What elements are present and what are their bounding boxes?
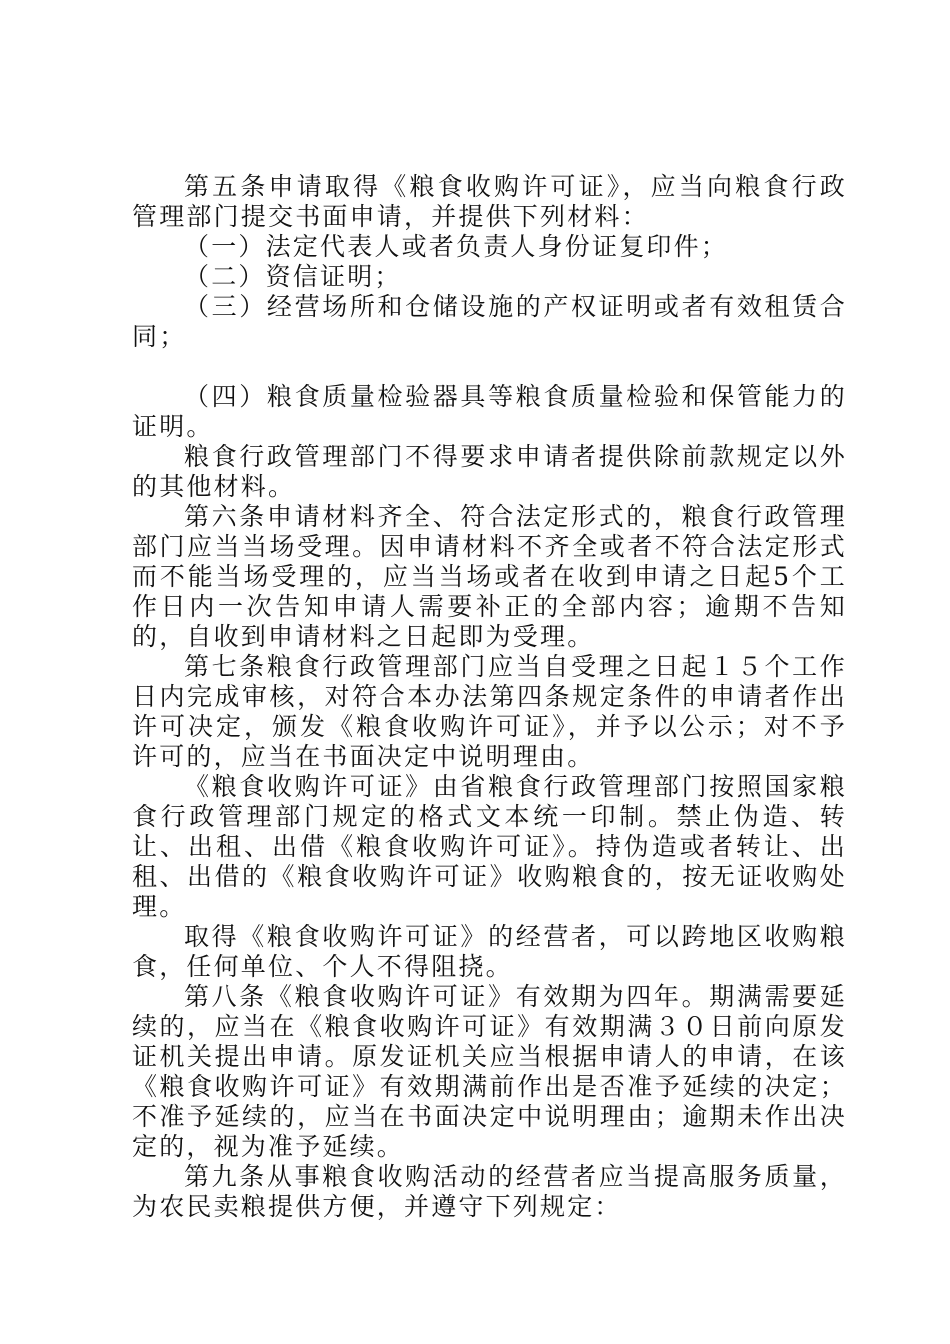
article-6-paragraph: 第六条申请材料齐全、符合法定形式的，粮食行政管理部门应当当场受理。因申请材料不齐全或者不符合法定形式而不能当场受理的，应当当场或者在收到申请之日起5个工作日内一次告知申请人需要补正的全部内容；逾期不告知的，自收到申请材料之日起即为受理。 xyxy=(132,502,847,651)
article-5-paragraph: 第五条申请取得《粮食收购许可证》，应当向粮食行政管理部门提交书面申请，并提供下列材料： xyxy=(132,172,847,231)
no-extra-materials-paragraph: 粮食行政管理部门不得要求申请者提供除前款规定以外的其他材料。 xyxy=(132,442,847,501)
document-body xyxy=(132,172,847,1222)
material-item-4: （四）粮食质量检验器具等粮食质量检验和保管能力的证明。 xyxy=(132,382,847,441)
license-printing-paragraph: 《粮食收购许可证》由省粮食行政管理部门按照国家粮食行政管理部门规定的格式文本统一印制。禁止伪造、转让、出租、出借《粮食收购许可证》。持伪造或者转让、出租、出借的《粮食收购许可证》收购粮食的，按无证收购处理。 xyxy=(132,772,847,921)
article-7-paragraph: 第七条粮食行政管理部门应当自受理之日起１５个工作日内完成审核，对符合本办法第四条规定条件的申请者作出许可决定，颁发《粮食收购许可证》，并予以公示；对不予许可的，应当在书面决定中说明理由。 xyxy=(132,652,847,771)
material-item-3: （三）经营场所和仓储设施的产权证明或者有效租赁合同； xyxy=(132,292,847,351)
material-item-1: （一）法定代表人或者负责人身份证复印件； xyxy=(184,232,729,261)
article-8-paragraph: 第八条《粮食收购许可证》有效期为四年。期满需要延续的，应当在《粮食收购许可证》有效期满３０日前向原发证机关提出申请。原发证机关应当根据申请人的申请，在该《粮食收购许可证》有效期满前作出是否准予延续的决定；不准予延续的，应当在书面决定中说明理由；逾期未作出决定的，视为准予延续。 xyxy=(132,982,847,1161)
article-9-paragraph: 第九条从事粮食收购活动的经营者应当提高服务质量，为农民卖粮提供方便，并遵守下列规定： xyxy=(132,1162,847,1221)
cross-region-paragraph: 取得《粮食收购许可证》的经营者，可以跨地区收购粮食，任何单位、个人不得阻挠。 xyxy=(132,922,847,981)
material-item-2: （二）资信证明； xyxy=(184,262,402,291)
